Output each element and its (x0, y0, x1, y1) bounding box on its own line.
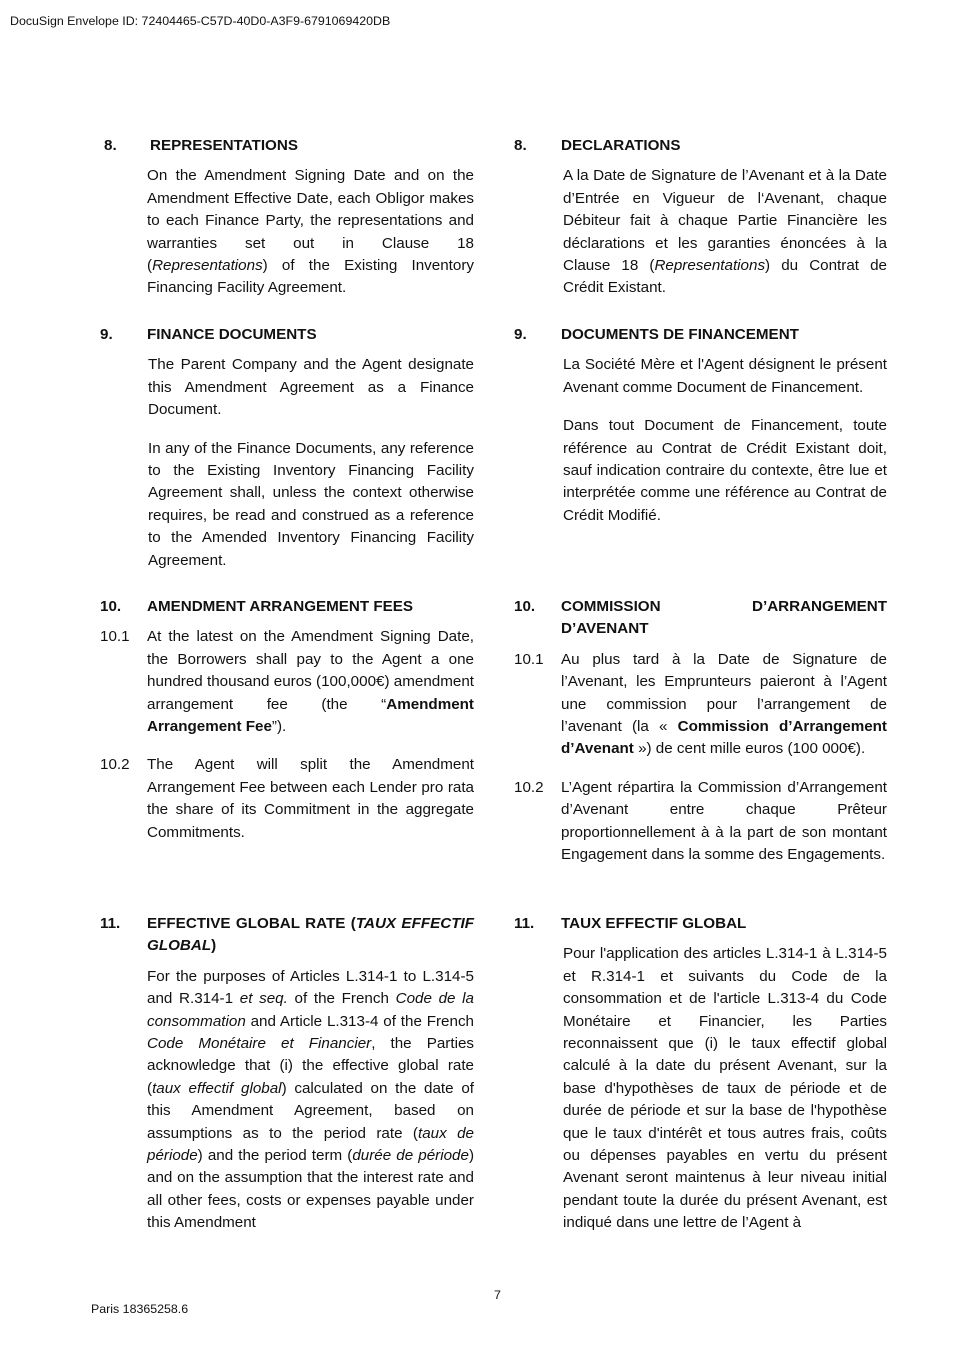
paragraph: For the purposes of Articles L.314-1 to L.314-5 and R.314-1 et seq. of the French Code de la consommation and Article L.313-4 of the French Code Monétaire et Financier, the Parties acknowledge that (i) the effective global rate (taux effectif global) calculated on the date of this Amendment Agreement, based on assumptions as to the period rate (taux de période) and the period term (durée de période) and on the assumption that the interest rate and all other fees, costs or expenses payable under this Amendment (147, 967, 475, 1232)
section-number: 8. (514, 137, 527, 154)
section-title: REPRESENTATIONS (150, 137, 298, 154)
envelope-id: DocuSign Envelope ID: 72404465-C57D-40D0-A3F9-6791069420DB (10, 14, 391, 28)
section-title-line-2: D’AVENANT (561, 620, 649, 638)
section-title: DOCUMENTS DE FINANCEMENT (561, 326, 799, 343)
paragraph: Pour l'application des articles L.314-1 à L.314-5 et R.314-1 et suivants du Code de la consommation et de l'article L.313-4 du Code Monétaire et Financier, les Parties reconnaissent que (i) le taux effectif global calculé à la date du présent Avenant, sur la base d'hypothèses de taux de période et de durée de période et sur la base de l'hypothèse que le taux d'intérêt et tous autres frais, coûts ou dépenses payables en vertu du présent Avenant seront maintenus à leur niveau initial pendant toute la durée du présent Avenant, est indiqué dans une lettre de l’Agent à (563, 945, 887, 1232)
clause-10-2: 10.2 The Agent will split the Amendment Arrangement Fee between each Lender pro rata the share of its Commitment in the aggregate Commitments. (100, 756, 474, 841)
section-9-documents-de-financement (514, 324, 887, 527)
section-heading (100, 596, 474, 618)
section-10-commission-d-arrangement (514, 596, 887, 866)
paragraph: In any of the Finance Documents, any reference to the Existing Inventory Financing Facility Agreement shall, unless the context otherwise requires, be read and construed as a reference to the Amended Inventory Financing Facility Agreement. (148, 439, 474, 569)
section-8-representations (100, 135, 474, 300)
section-heading (100, 913, 474, 958)
section-number: 11. (514, 915, 535, 932)
section-title: AMENDMENT ARRANGEMENT FEES (147, 598, 414, 615)
paragraph: On the Amendment Signing Date and on the Amendment Effective Date, each Obligor makes to each Finance Party, the representations and warranties set out in Clause 18 (Representations) of the Existing Inventory Financing Facility Agreement. (147, 167, 474, 297)
document-reference: Paris 18365258.6 (91, 1302, 189, 1316)
clause-number: 10.2 (514, 778, 544, 796)
paragraph: La Société Mère et l'Agent désignent le présent Avenant comme Document de Financement. (563, 356, 887, 396)
section-8-declarations (514, 135, 887, 300)
paragraph: Dans tout Document de Financement, toute référence au Contrat de Crédit Existant doit, sauf indication contraire du contexte, être lue et interprétée comme une référence au Contrat de Crédit Modifié. (563, 417, 887, 524)
section-9-finance-documents (100, 324, 474, 572)
clause-10-2: 10.2 L’Agent répartira la Commission d’Arrangement d’Avenant entre chaque Prêteur proportionnellement à à la part de son montant Engagement dans la somme des Engagements. (514, 778, 887, 864)
clause-number: 10.1 (100, 628, 130, 646)
clause-number: 10.2 (100, 756, 130, 774)
section-heading (514, 324, 887, 346)
clause-10-1: 10.1 Au plus tard à la Date de Signature de l’Avenant, les Emprunteurs paieront à l’Agent une commission pour l’arrangement de l’avenant (la « Commission d’Arrangement d’Avenant ») de cent mille euros (100 000€). (514, 650, 887, 758)
section-number: 8. (104, 137, 117, 154)
paragraph: A la Date de Signature de l’Avenant et à la Date d’Entrée en Vigueur de l‘Avenant, chaque Débiteur fait à chaque Partie Financière les déclarations et les garanties énoncées à la Clause 18 (Representations) du Contrat de Crédit Existant. (563, 167, 887, 297)
section-title-line-1: COMMISSION D’ARRANGEMENT (561, 598, 887, 615)
section-number: 10. (514, 598, 536, 615)
section-title: FINANCE DOCUMENTS (147, 326, 317, 343)
section-number: 9. (514, 326, 527, 343)
section-number: 9. (100, 326, 113, 343)
section-title: TAUX EFFECTIF GLOBAL (561, 915, 747, 932)
clause-number: 10.1 (514, 650, 544, 668)
clause-10-1: 10.1 At the latest on the Amendment Signing Date, the Borrowers shall pay to the Agent a one hundred thousand euros (100,000€) amendment arrangement fee (the “Amendment Arrangement Fee”). (100, 628, 474, 736)
section-heading (100, 135, 474, 157)
section-11-effective-global-rate (100, 913, 474, 1235)
section-title: EFFECTIVE GLOBAL RATE (TAUX EFFECTIF GLOBAL) (147, 915, 474, 955)
section-number: 10. (100, 598, 122, 615)
section-heading (514, 596, 887, 641)
section-10-amendment-arrangement-fees (100, 596, 474, 844)
section-heading (514, 135, 887, 157)
paragraph: The Parent Company and the Agent designate this Amendment Agreement as a Finance Document. (148, 356, 474, 419)
section-title: DECLARATIONS (561, 137, 681, 154)
section-heading (514, 913, 887, 935)
section-heading (100, 324, 474, 346)
section-11-taux-effectif-global (514, 913, 887, 1235)
page-number: 7 (494, 1288, 501, 1302)
section-number: 11. (100, 915, 121, 932)
